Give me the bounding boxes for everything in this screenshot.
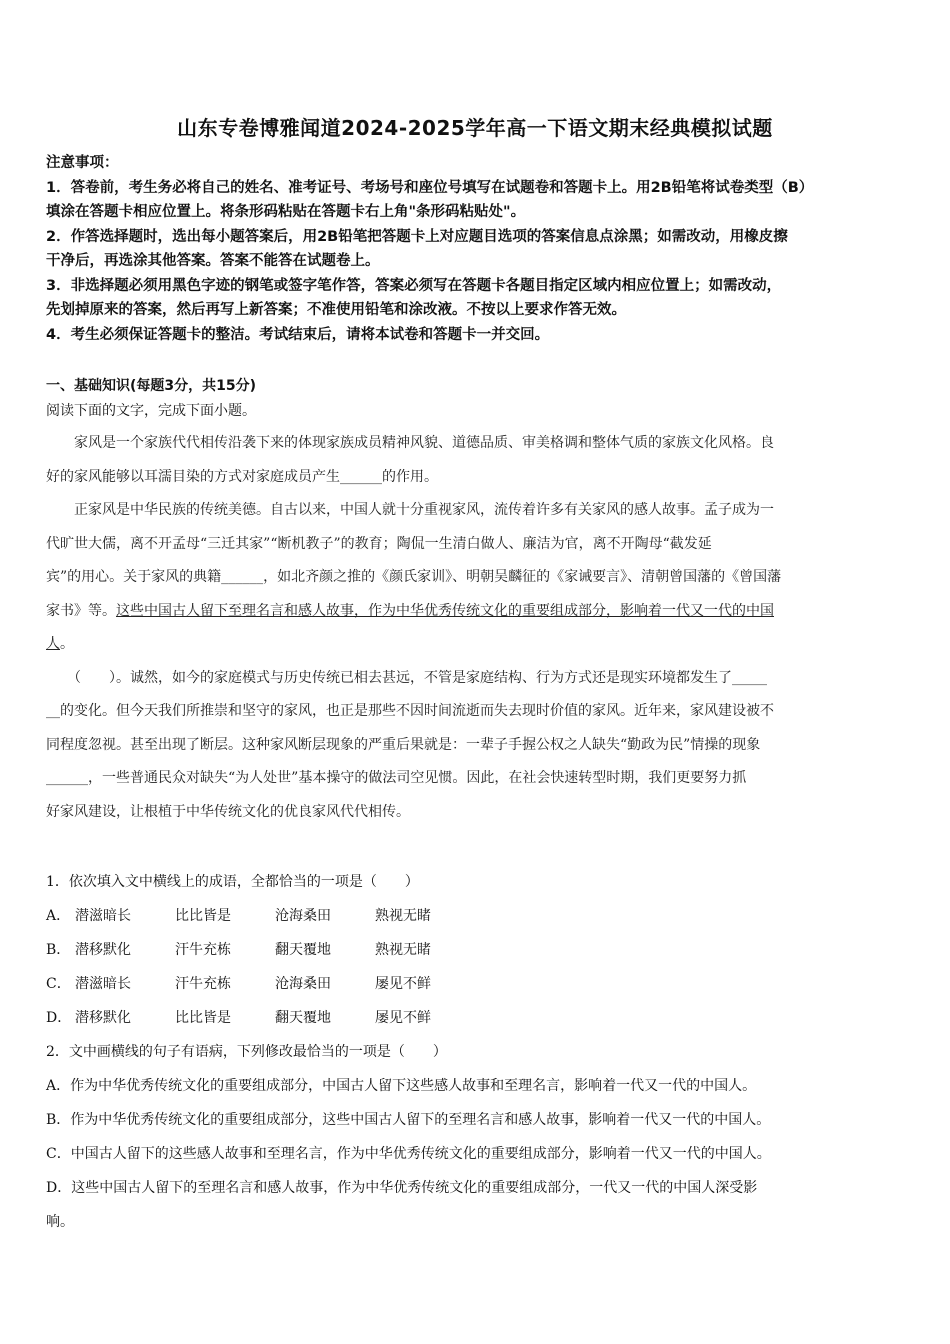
passage-line: ______，一些普通民众对缺失“为人处世”基本操守的做法司空见惯。因此，在社会快速转型时期，我们更要努力抓	[46, 770, 747, 786]
option-word: 熟视无睹	[375, 942, 431, 958]
question-2-stem: 2．文中画横线的句子有语病，下列修改最恰当的一项是（ ）	[46, 1044, 447, 1060]
option-letter: A．	[46, 908, 71, 924]
question-2-option-b: B．作为中华优秀传统文化的重要组成部分，这些中国古人留下的至理名言和感人故事，影响着一代又一代的中国人。	[46, 1112, 771, 1128]
option-word: 屡见不鲜	[375, 1010, 431, 1026]
option-letter: B．	[46, 942, 71, 958]
option-word: 潜滋暗长	[75, 908, 131, 924]
option-letter: C．	[46, 976, 71, 992]
option-word: 汗牛充栋	[175, 942, 231, 958]
passage-line	[46, 595, 908, 629]
question-2-option-c: C．中国古人留下的这些感人故事和至理名言，作为中华优秀传统文化的重要组成部分，影响着一代又一代的中国人。	[46, 1146, 771, 1162]
passage-line	[46, 628, 908, 662]
passage-line: __的变化。但今天我们所推崇和坚守的家风，也正是那些不因时间流逝而失去现时价值的家风。近年来，家风建设被不	[46, 703, 774, 719]
question-1-option-b	[46, 939, 475, 959]
passage-line: 好家风建设，让根植于中华传统文化的优良家风代代相传。	[46, 803, 410, 820]
option-word: 屡见不鲜	[375, 976, 431, 992]
question-2-option-d: D．这些中国古人留下的至理名言和感人故事，作为中华优秀传统文化的重要组成部分，一代又一代的中国人深受影	[46, 1180, 758, 1196]
notice-line: 先划掉原来的答案，然后再写上新答案；不准使用铅笔和涂改液。不按以上要求作答无效。	[46, 302, 626, 318]
question-1-option-d	[46, 1007, 475, 1027]
passage	[46, 427, 908, 829]
underlined-sentence: 这些中国古人留下至理名言和感人故事，作为中华优秀传统文化的重要组成部分，影响着一代又一代的中国	[116, 602, 774, 619]
option-word: 潜移默化	[75, 942, 131, 958]
passage-text: 家书》等。	[46, 602, 116, 619]
notice-line: 填涂在答题卡相应位置上。将条形码粘贴在答题卡右上角"条形码粘贴处"。	[46, 204, 526, 220]
option-word: 翻天覆地	[275, 942, 331, 958]
notice-block	[46, 151, 912, 347]
passage-text: 。	[60, 636, 74, 652]
option-word: 沧海桑田	[275, 908, 331, 924]
option-word: 潜移默化	[75, 1010, 131, 1026]
notice-line: 干净后，再选涂其他答案。答案不能答在试题卷上。	[46, 253, 380, 269]
passage-line: 好的家风能够以耳濡目染的方式对家庭成员产生______的作用。	[46, 468, 438, 485]
passage-line: 正家风是中华民族的传统美德。自古以来，中国人就十分重视家风，流传着许多有关家风的感人故事。孟子成为一	[46, 502, 774, 518]
question-1-option-a	[46, 905, 475, 925]
option-letter: D．	[46, 1010, 72, 1026]
option-word: 潜滋暗长	[75, 976, 131, 992]
passage-line: 同程度忽视。甚至出现了断层。这种家风断层现象的严重后果就是：一辈子手握公权之人缺失“勤政为民”情操的现象	[46, 736, 761, 753]
question-1-stem: 1．依次填入文中横线上的成语，全都恰当的一项是（ ）	[46, 874, 419, 890]
passage-line: 宾”的用心。关于家风的典籍______，如北齐颜之推的《颜氏家训》、明朝吴麟征的《家诫要言》、清朝曾国藩的《曾国藩	[46, 569, 782, 585]
section-heading: 一、基础知识(每题3分，共15分)	[46, 378, 257, 394]
option-word: 熟视无睹	[375, 908, 431, 924]
reading-instruction: 阅读下面的文字，完成下面小题。	[46, 403, 256, 419]
passage-line: （ ）。诚然，如今的家庭模式与历史传统已相去甚远，不管是家庭结构、行为方式还是现实环境都发生了_____	[46, 669, 767, 686]
passage-line: 家风是一个家族代代相传沿袭下来的体现家族成员精神风貌、道德品质、审美格调和整体气质的家族文化风格。良	[46, 435, 774, 451]
option-word: 汗牛充栋	[175, 976, 231, 992]
notice-line: 3．非选择题必须用黑色字迹的钢笔或签字笔作答，答案必须写在答题卡各题目指定区域内相应位置上；如需改动，	[46, 277, 782, 294]
option-word: 比比皆是	[175, 1010, 231, 1026]
notice-line: 1．答卷前，考生务必将自己的姓名、准考证号、考场号和座位号填写在试题卷和答题卡上。用2B铅笔将试卷类型（B）	[46, 179, 814, 196]
question-1-option-c	[46, 973, 475, 993]
option-word: 翻天覆地	[275, 1010, 331, 1026]
notice-line: 4．考生必须保证答题卡的整洁。考试结束后，请将本试卷和答题卡一并交回。	[46, 326, 550, 343]
option-word: 比比皆是	[175, 908, 231, 924]
question-2-option-a: A．作为中华优秀传统文化的重要组成部分，中国古人留下这些感人故事和至理名言，影响着一代又一代的中国人。	[46, 1078, 757, 1094]
passage-line: 代旷世大儒，离不开孟母“三迁其家”“断机教子”的教育；陶侃一生清白做人、廉洁为官，离不开陶母“截发延	[46, 535, 712, 552]
option-word: 沧海桑田	[275, 976, 331, 992]
notice-line: 2．作答选择题时，选出每小题答案后，用2B铅笔把答题卡上对应题目选项的答案信息点涂黑；如需改动，用橡皮擦	[46, 228, 788, 245]
notice-heading: 注意事项：	[46, 155, 119, 171]
page-title: 山东专卷博雅闻道2024-2025学年高一下语文期末经典模拟试题	[177, 116, 773, 140]
underlined-sentence: 人	[46, 636, 60, 652]
question-2-option-d-cont: 响。	[46, 1214, 74, 1230]
